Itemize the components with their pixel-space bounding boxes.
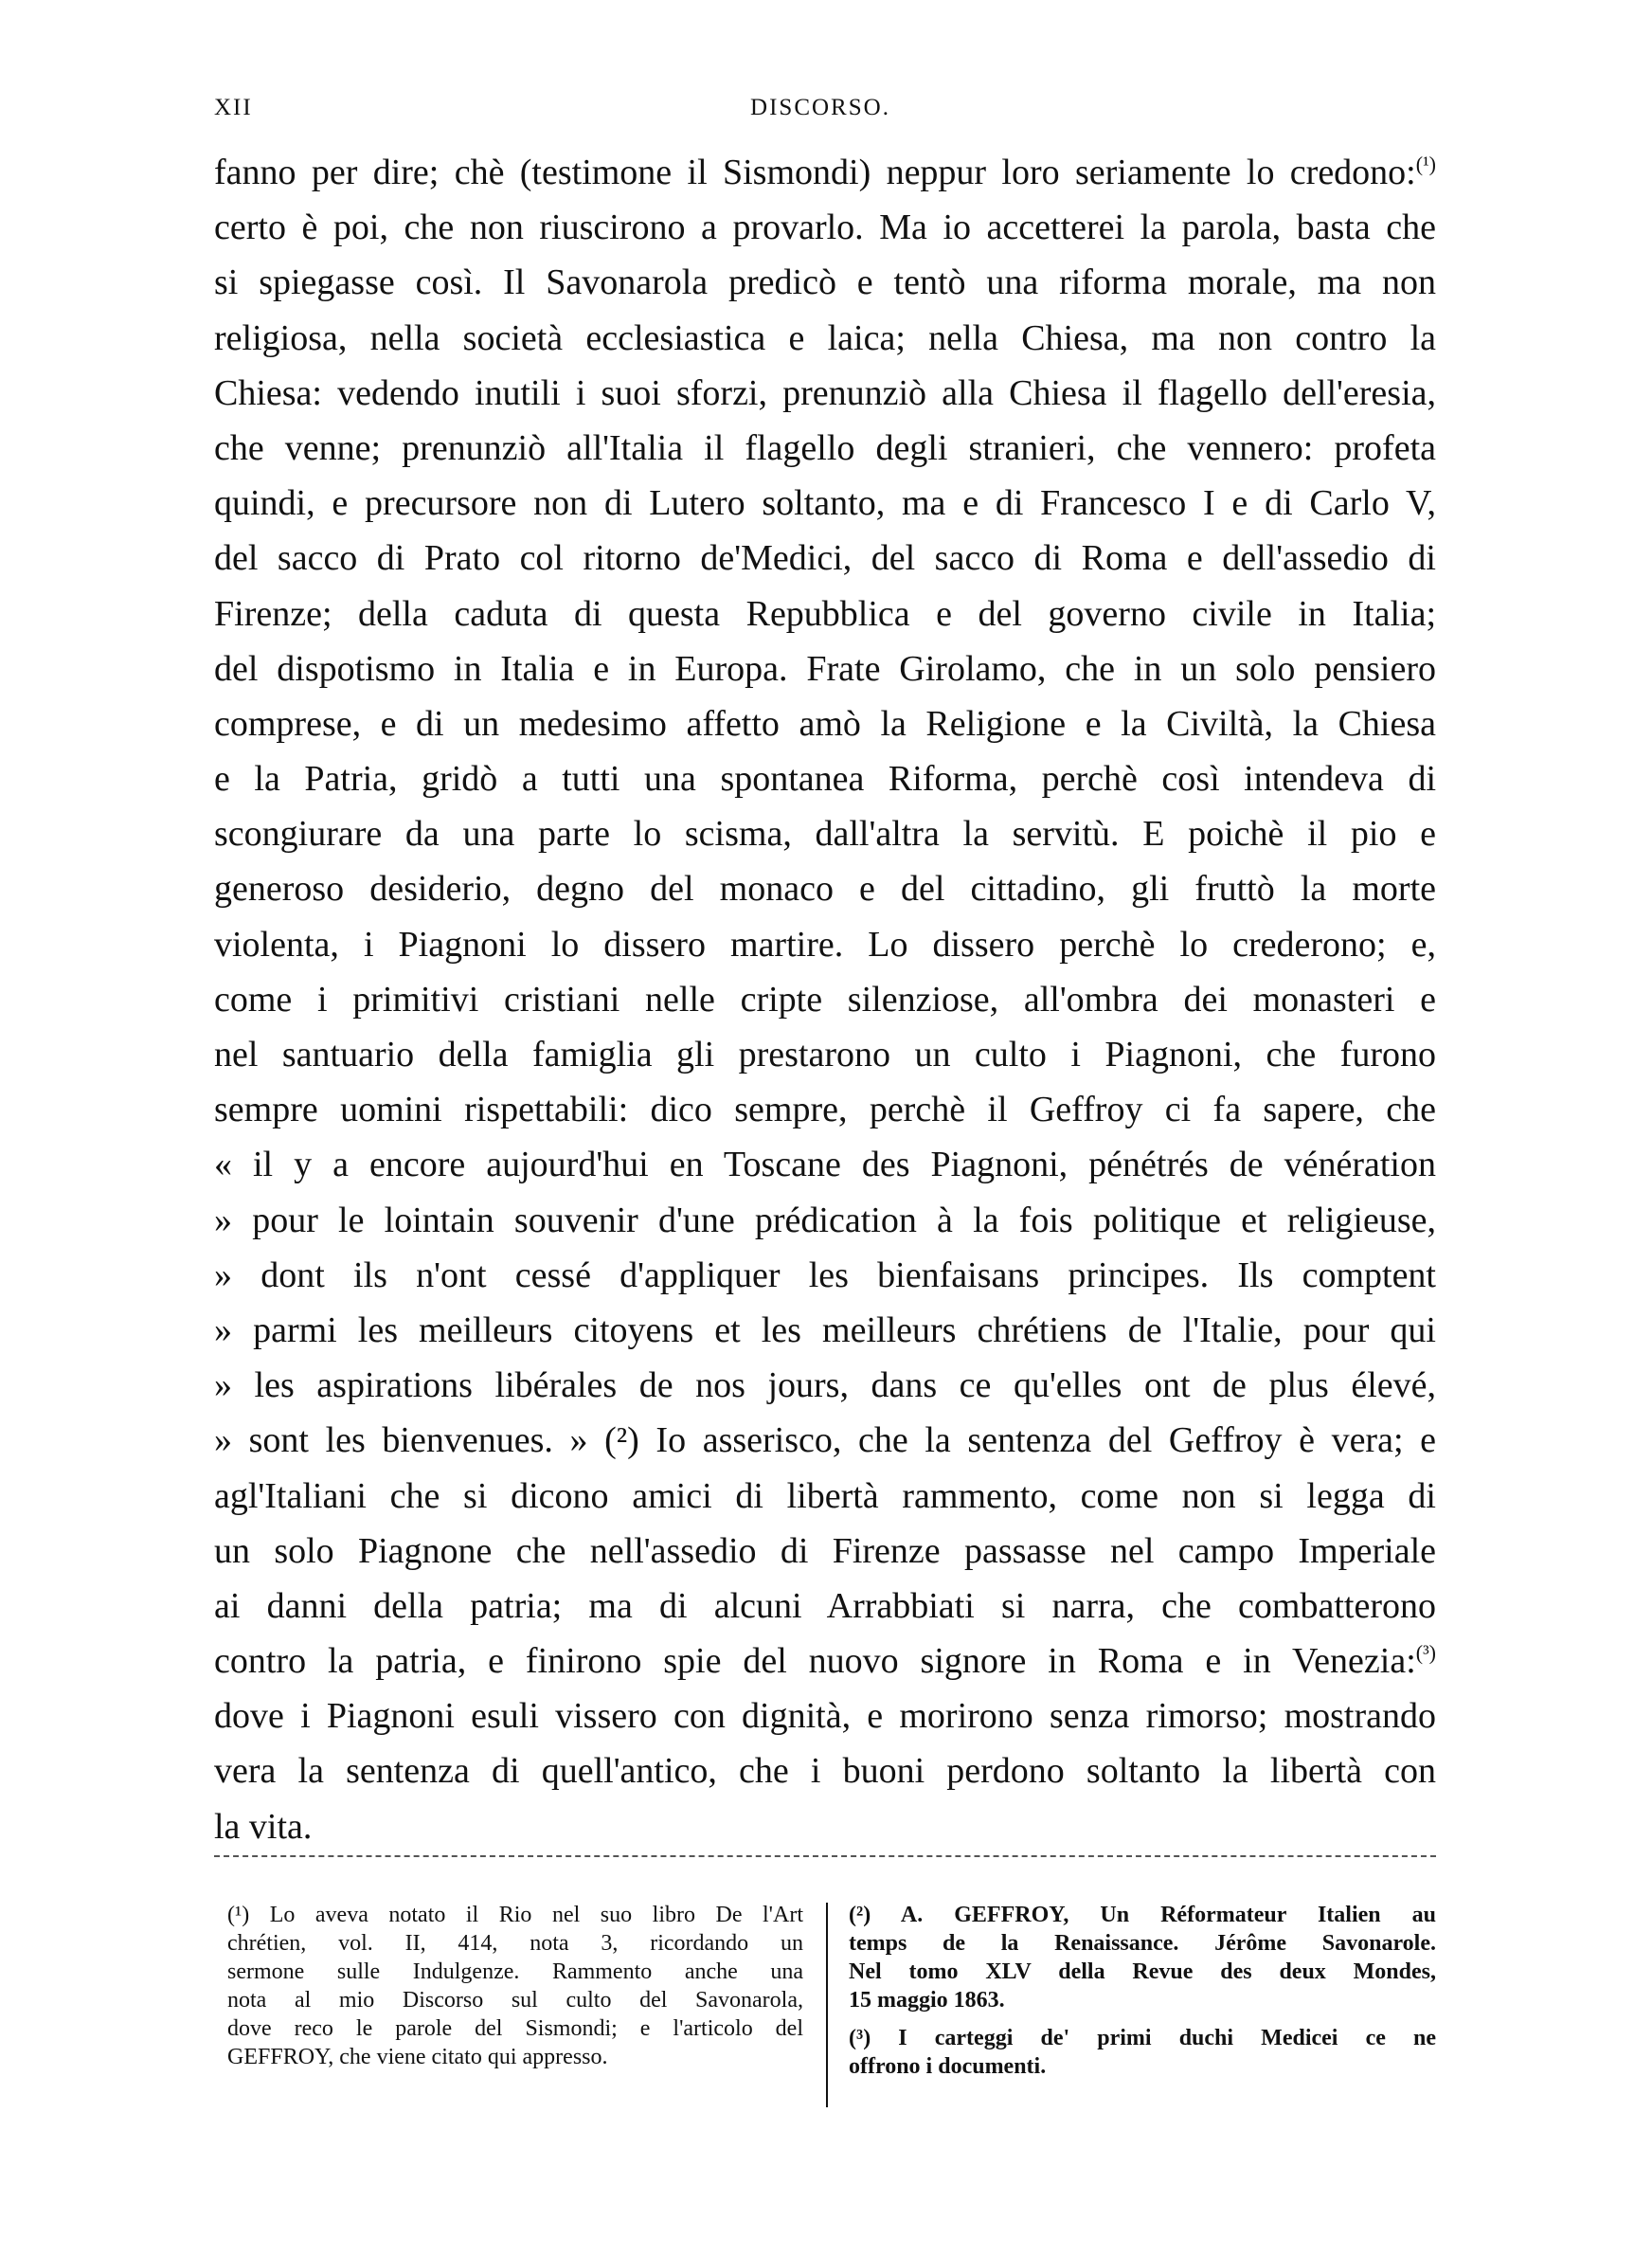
line-text: contro la patria, e finirono spie del nuovo signore in Roma e in Venezia: — [214, 1641, 1416, 1682]
line-text: dove i Piagnoni esuli vissero con dignità, e morirono senza rimorso; mostrando — [214, 1696, 1436, 1737]
footnote-column-divider — [826, 1903, 828, 2107]
footnote-line — [227, 2014, 803, 2043]
running-title: DISCORSO. — [750, 95, 890, 120]
main-text-block — [214, 145, 1436, 1854]
footnote-line — [849, 1986, 1436, 2014]
text-line — [214, 1579, 1436, 1634]
line-text: quindi, e precursore non di Lutero soltanto, ma e di Francesco I e di Carlo V, — [214, 483, 1436, 524]
line-text: » dont ils n'ont cessé d'appliquer les bienfaisans principes. Ils comptent — [214, 1255, 1436, 1295]
footnote-text: offrono i documenti. — [849, 2054, 1047, 2079]
line-text: un solo Piagnone che nell'assedio di Firenze passasse nel campo Imperiale — [214, 1530, 1436, 1571]
line-text: » sont les bienvenues. » (²) Io asserisco, che la sentenza del Geffroy è vera; e — [214, 1420, 1436, 1461]
line-text: fanno per dire; chè (testimone il Sismondi) neppur loro seriamente lo credono: — [214, 153, 1416, 192]
footnote-text: temps de la Renaissance. Jérôme Savonarole. — [849, 1931, 1436, 1956]
footnote-text: chrétien, vol. II, 414, nota 3, ricordando un — [227, 1931, 803, 1956]
text-line — [214, 1027, 1436, 1082]
text-line — [214, 145, 1436, 200]
text-line — [214, 587, 1436, 641]
line-text: del dispotismo in Italia e in Europa. Frate Girolamo, che in un solo pensiero — [214, 648, 1436, 689]
footnote-line — [849, 2052, 1436, 2081]
line-text: la vita. — [214, 1806, 313, 1847]
text-line — [214, 1634, 1436, 1688]
footnote-line — [227, 1986, 803, 2014]
footnote-text: I carteggi de' primi duchi Medicei ce ne — [871, 2026, 1436, 2050]
footnote-text: A. GEFFROY, Un Réformateur Italien au — [871, 1903, 1436, 1927]
line-text: violenta, i Piagnoni lo dissero martire. Lo dissero perchè lo crederono; e, — [214, 924, 1436, 965]
line-text: sempre uomini rispettabili: dico sempre, perchè il Geffroy ci fa sapere, che — [214, 1090, 1436, 1130]
text-line — [214, 311, 1436, 366]
text-line — [214, 1743, 1436, 1798]
line-text: certo è poi, che non riuscirono a provarlo. Ma io accetterei la parola, basta che — [214, 208, 1436, 248]
line-text: vera la sentenza di quell'antico, che i buoni perdono soltanto la libertà con — [214, 1751, 1436, 1792]
line-text: » les aspirations libérales de nos jours, dans ce qu'elles ont de plus élevé, — [214, 1365, 1436, 1406]
text-line — [214, 861, 1436, 916]
line-text: scongiurare da una parte lo scisma, dall'altra la servitù. E poichè il pio e — [214, 814, 1436, 855]
text-line — [214, 972, 1436, 1027]
footnote-text: dove reco le parole del Sismondi; e l'articolo del — [227, 2016, 803, 2041]
line-text: Firenze; della caduta di questa Repubblica e del governo civile in Italia; — [214, 593, 1436, 634]
footnote-2 — [849, 1901, 1436, 2014]
line-text: del sacco di Prato col ritorno de'Medici, del sacco di Roma e dell'assedio di — [214, 538, 1436, 579]
line-text: « il y a encore aujourd'hui en Toscane des Piagnoni, pénétrés de vénération — [214, 1145, 1436, 1185]
footnote-line — [849, 1901, 1436, 1929]
line-text: si spiegasse così. Il Savonarola predicò e tentò una riforma morale, ma non — [214, 262, 1436, 303]
line-text: come i primitivi cristiani nelle cripte silenziose, all'ombra dei monasteri e — [214, 979, 1436, 1020]
text-line — [214, 200, 1436, 255]
text-line — [214, 1688, 1436, 1743]
text-line — [214, 531, 1436, 586]
text-line — [214, 1469, 1436, 1524]
footnote-text: 15 maggio 1863. — [849, 1988, 1005, 2013]
footnote-column-right — [849, 1901, 1436, 2081]
line-text: generoso desiderio, degno del monaco e del cittadino, gli fruttò la morte — [214, 869, 1436, 910]
footnote-line — [227, 1958, 803, 1986]
footnote-marker: (²) — [849, 1903, 871, 1927]
line-text: che venne; prenunziò all'Italia il flagello degli stranieri, che vennero: profeta — [214, 427, 1436, 468]
text-line — [214, 1193, 1436, 1248]
text-line — [214, 421, 1436, 476]
text-line — [214, 1137, 1436, 1192]
footnote-reference: (¹) — [1415, 152, 1436, 176]
footnote-text: Nel tomo XLV della Revue des deux Mondes, — [849, 1959, 1436, 1984]
line-text: nel santuario della famiglia gli prestarono un culto i Piagnoni, che furono — [214, 1035, 1436, 1074]
line-text: comprese, e di un medesimo affetto amò la Religione e la Civiltà, la Chiesa — [214, 703, 1436, 744]
footnote-text: GEFFROY, che viene citato qui appresso. — [227, 2045, 608, 2069]
footnote-text: sermone sulle Indulgenze. Rammento anche una — [227, 1959, 803, 1984]
text-line — [214, 917, 1436, 972]
text-line — [214, 1358, 1436, 1413]
footnote-line — [849, 2024, 1436, 2052]
text-line — [214, 1799, 1436, 1854]
line-text: e la Patria, gridò a tutti una spontanea Riforma, perchè così intendeva di — [214, 759, 1436, 800]
footnote-column-left — [227, 1901, 803, 2071]
line-text: ai danni della patria; ma di alcuni Arrabbiati si narra, che combatterono — [214, 1585, 1436, 1626]
text-line — [214, 751, 1436, 806]
footnote-line — [849, 1929, 1436, 1958]
footnote-reference: (³) — [1415, 1640, 1436, 1665]
running-header — [214, 95, 1427, 133]
text-line — [214, 1524, 1436, 1579]
footnote-line — [849, 1958, 1436, 1986]
text-line — [214, 806, 1436, 861]
footnote-line — [227, 2043, 803, 2071]
footnote-text: Lo aveva notato il Rio nel suo libro De l'Art — [249, 1903, 803, 1927]
text-line — [214, 366, 1436, 421]
footnote-marker: (¹) — [227, 1903, 250, 1927]
text-line — [214, 476, 1436, 531]
text-line — [214, 1082, 1436, 1137]
footnote-marker: (³) — [849, 2026, 871, 2050]
text-line — [214, 1303, 1436, 1358]
text-line — [214, 1248, 1436, 1303]
footnote-3 — [849, 2024, 1436, 2081]
text-line — [214, 255, 1436, 310]
page-number: XII — [214, 95, 253, 120]
footnote-line — [227, 1901, 803, 1929]
text-line — [214, 696, 1436, 751]
line-text: » pour le lointain souvenir d'une prédication à la fois politique et religieuse, — [214, 1200, 1436, 1240]
footnote-separator — [214, 1855, 1436, 1857]
line-text: Chiesa: vedendo inutili i suoi sforzi, prenunziò alla Chiesa il flagello dell'eresia, — [214, 372, 1436, 413]
line-text: » parmi les meilleurs citoyens et les meilleurs chrétiens de l'Italie, pour qui — [214, 1309, 1436, 1350]
footnote-text: nota al mio Discorso sul culto del Savonarola, — [227, 1988, 803, 2013]
line-text: agl'Italiani che si dicono amici di libertà rammento, come non si legga di — [214, 1475, 1436, 1516]
text-line — [214, 1413, 1436, 1468]
line-text: religiosa, nella società ecclesiastica e laica; nella Chiesa, ma non contro la — [214, 317, 1436, 358]
footnote-line — [227, 1929, 803, 1958]
text-line — [214, 641, 1436, 696]
